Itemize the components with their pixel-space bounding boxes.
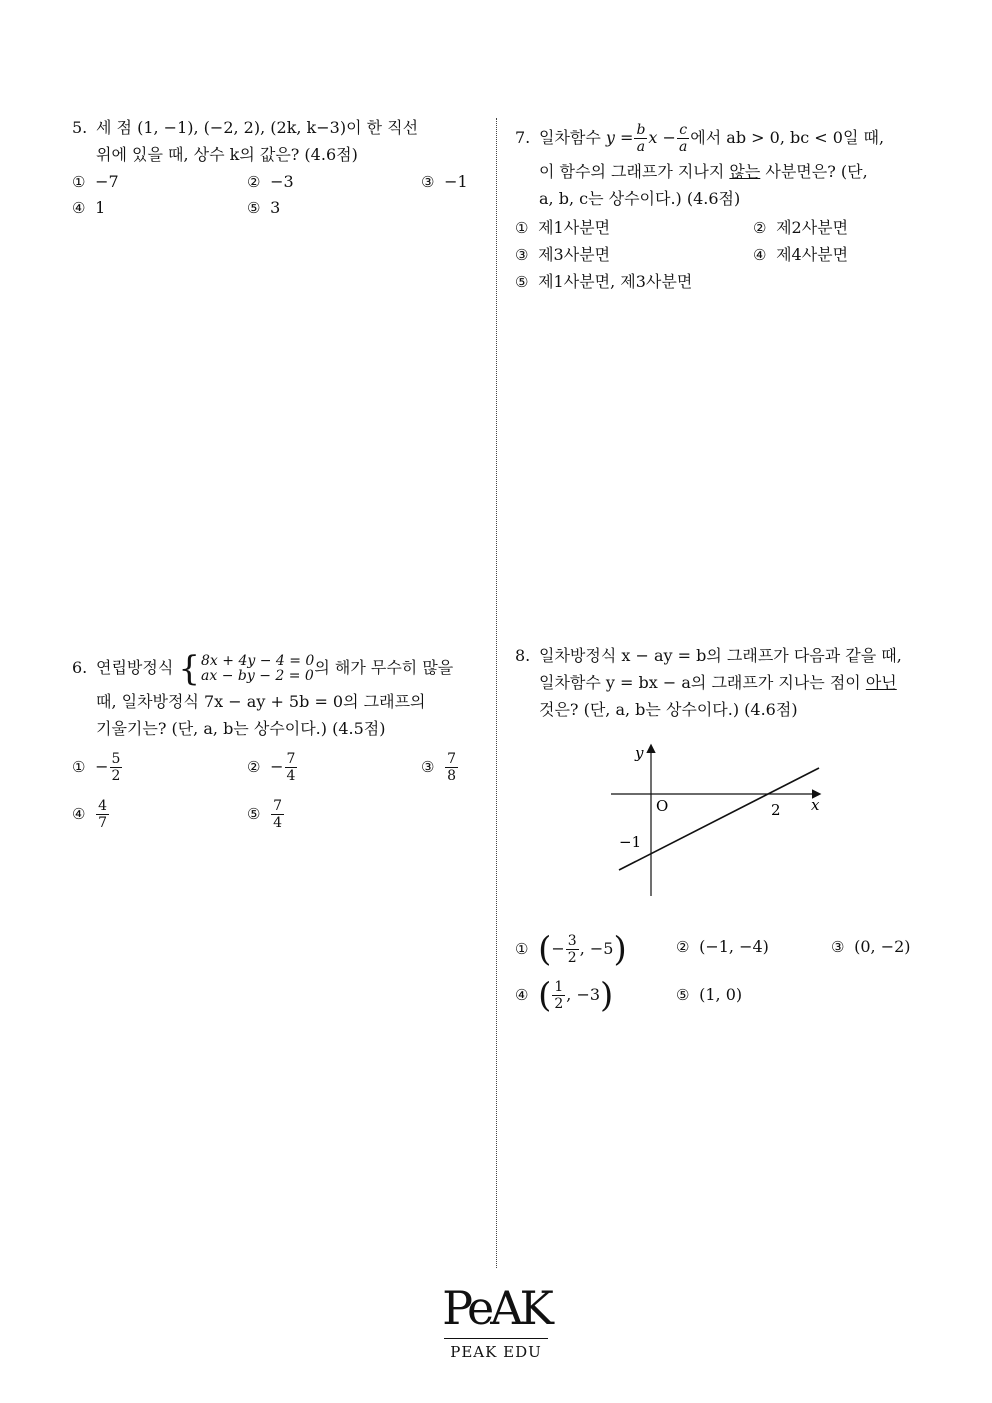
option-mark: ④ — [72, 805, 86, 823]
paren-open: ( — [538, 975, 552, 1016]
question-text-line1: 일차방정식 x − ay = b의 그래프가 다음과 같을 때, — [539, 646, 902, 665]
equation-system — [178, 648, 315, 689]
q6-option-3[interactable] — [421, 752, 459, 783]
logo-mark: PeAK — [442, 1281, 550, 1335]
numerator: c — [679, 122, 688, 138]
option-mark: ⑤ — [247, 199, 261, 217]
option-value: −7 — [95, 172, 119, 191]
option-rest: , −3 — [566, 985, 601, 1004]
paren-open: ( — [538, 929, 552, 970]
equation-2: ax − by − 2 = 0 — [201, 667, 314, 684]
option-value: 제1사분면, 제3사분면 — [538, 272, 693, 291]
option-mark: ③ — [421, 173, 435, 191]
function-mid: x − — [648, 128, 676, 147]
x-intercept-label: 2 — [771, 801, 781, 819]
denominator: 8 — [447, 768, 457, 784]
question-5 — [72, 114, 482, 168]
option-mark: ⑤ — [247, 805, 261, 823]
denominator: a — [678, 139, 688, 155]
paren-close: ) — [613, 929, 627, 970]
q8-option-4[interactable] — [515, 975, 614, 1016]
option-mark: ① — [515, 219, 529, 237]
question-number: 8. — [515, 646, 531, 665]
option-mark: ② — [676, 938, 690, 956]
q6-option-2[interactable] — [247, 752, 298, 783]
question-text-line2-post: 사분면은? (단, — [765, 162, 868, 181]
option-value: 제1사분면 — [538, 218, 611, 237]
q6-option-1[interactable] — [72, 752, 123, 783]
option-mark: ④ — [72, 199, 86, 217]
equation-1: 8x + 4y − 4 = 0 — [201, 652, 315, 669]
question-text-line1: 세 점 (1, −1), (−2, 2), (2k, k−3)이 한 직선 — [96, 118, 419, 137]
question-text-line3: a, b, c는 상수이다.) (4.6점) — [539, 189, 741, 208]
option-mark: ⑤ — [676, 986, 690, 1004]
q7-option-2[interactable] — [753, 218, 848, 238]
option-fraction — [566, 934, 579, 965]
x-axis-label: x — [811, 796, 820, 814]
option-mark: ② — [247, 173, 261, 191]
q5-option-4[interactable] — [72, 198, 105, 218]
numerator: 7 — [286, 751, 296, 767]
option-fraction — [271, 799, 284, 830]
option-mark: ② — [247, 758, 261, 776]
option-mark: ⑤ — [515, 273, 529, 291]
q7-option-3[interactable] — [515, 245, 610, 265]
q7-option-4[interactable] — [753, 245, 848, 265]
column-divider — [496, 118, 497, 1268]
q8-option-2[interactable] — [676, 937, 769, 957]
option-value: 1 — [95, 198, 106, 217]
option-mark: ③ — [515, 246, 529, 264]
option-fraction — [285, 752, 298, 783]
logo-divider — [444, 1338, 548, 1339]
numerator: 4 — [98, 798, 108, 814]
y-axis-label: y — [635, 744, 644, 762]
q5-option-5[interactable] — [247, 198, 280, 218]
underlined-word: 않는 — [729, 162, 761, 181]
fraction-c-over-a — [677, 123, 689, 154]
option-mark: ② — [753, 219, 767, 237]
numerator: 7 — [273, 798, 283, 814]
underlined-word: 아닌 — [865, 673, 897, 692]
option-sign: − — [95, 757, 109, 776]
q8-option-5[interactable] — [676, 985, 742, 1005]
denominator: 4 — [286, 768, 296, 784]
numerator: 1 — [554, 979, 564, 995]
question-text-line2-pre: 일차함수 y = bx − a의 그래프가 지나는 점이 — [539, 673, 861, 692]
question-text-post: 에서 ab > 0, bc < 0일 때, — [690, 128, 885, 147]
question-text-line2: 위에 있을 때, 상수 k의 값은? (4.6점) — [96, 145, 358, 164]
option-fraction — [445, 752, 458, 783]
question-text-line2: 때, 일차방정식 7x − ay + 5b = 0의 그래프의 — [96, 692, 426, 711]
option-value: (1, 0) — [699, 985, 743, 1004]
question-6 — [72, 648, 482, 742]
q5-option-3[interactable] — [421, 172, 468, 192]
numerator: b — [636, 122, 646, 138]
question-number: 7. — [515, 128, 531, 147]
question-text-line2-pre: 이 함수의 그래프가 지나지 — [539, 162, 725, 181]
fraction-b-over-a — [634, 123, 647, 154]
numerator: 7 — [447, 751, 457, 767]
option-sign: − — [270, 757, 284, 776]
paren-close: ) — [600, 975, 614, 1016]
question-text-line3: 기울기는? (단, a, b는 상수이다.) (4.5점) — [96, 719, 386, 738]
option-mark: ③ — [421, 758, 435, 776]
question-text-post: 의 해가 무수히 많을 — [314, 658, 454, 677]
denominator: 4 — [273, 815, 283, 831]
graph-line — [619, 768, 819, 870]
q5-option-2[interactable] — [247, 172, 294, 192]
option-rest: , −5 — [579, 939, 614, 958]
question-8 — [515, 642, 935, 723]
denominator: 2 — [111, 768, 121, 784]
option-fraction — [552, 980, 565, 1011]
q7-option-1[interactable] — [515, 218, 610, 238]
option-value: 제3사분면 — [538, 245, 611, 264]
question-text-pre: 일차함수 — [539, 128, 601, 147]
brand-name: PEAK EDU — [450, 1343, 542, 1361]
option-sign: − — [551, 939, 565, 958]
q8-option-1[interactable] — [515, 929, 627, 970]
question-text-pre: 연립방정식 — [96, 658, 174, 677]
numerator: 5 — [111, 751, 121, 767]
option-mark: ④ — [515, 986, 529, 1004]
denominator: a — [636, 139, 646, 155]
denominator: 7 — [98, 815, 108, 831]
option-value: 제4사분면 — [776, 245, 849, 264]
option-mark: ④ — [753, 246, 767, 264]
q5-option-1[interactable] — [72, 172, 119, 192]
option-value: (−1, −4) — [699, 937, 769, 956]
question-7 — [515, 118, 935, 212]
brace: { — [178, 648, 201, 689]
q8-option-3[interactable] — [831, 937, 911, 957]
q6-option-5[interactable] — [247, 799, 285, 830]
option-mark: ① — [72, 173, 86, 191]
option-fraction — [96, 799, 109, 830]
question-number: 5. — [72, 118, 88, 137]
denominator: 2 — [567, 950, 577, 966]
option-value: (0, −2) — [854, 937, 911, 956]
denominator: 2 — [554, 996, 564, 1012]
option-value: 3 — [270, 198, 281, 217]
q8-line-graph — [605, 738, 835, 903]
option-fraction — [110, 752, 123, 783]
option-value: 제2사분면 — [776, 218, 849, 237]
origin-label: O — [656, 797, 669, 815]
option-mark: ③ — [831, 938, 845, 956]
option-mark: ① — [515, 940, 529, 958]
option-value: −3 — [270, 172, 294, 191]
question-text-line3: 것은? (단, a, b는 상수이다.) (4.6점) — [539, 700, 798, 719]
q6-option-4[interactable] — [72, 799, 110, 830]
option-mark: ① — [72, 758, 86, 776]
option-value: −1 — [444, 172, 468, 191]
question-number: 6. — [72, 658, 88, 677]
numerator: 3 — [567, 933, 577, 949]
q7-option-5[interactable] — [515, 272, 692, 292]
footer-logo — [436, 1278, 556, 1361]
y-intercept-label: −1 — [619, 833, 642, 851]
function-y: y = — [605, 128, 634, 147]
